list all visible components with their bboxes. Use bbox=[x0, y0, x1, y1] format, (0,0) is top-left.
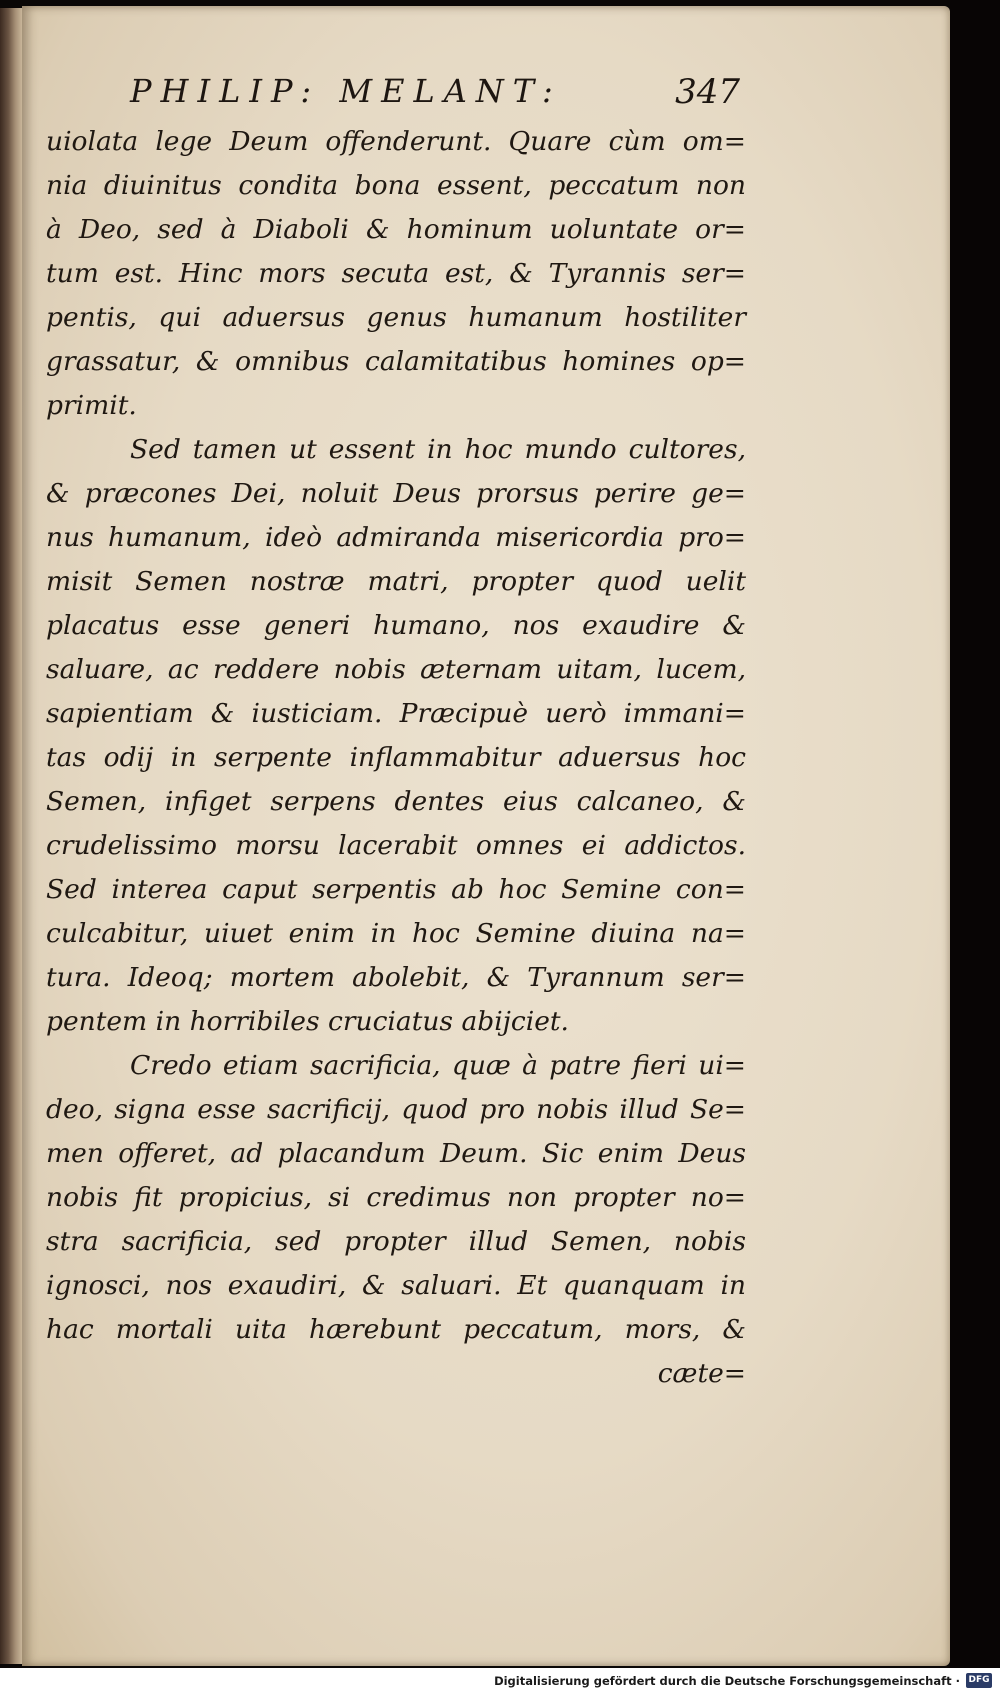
body-text bbox=[46, 120, 746, 1396]
text-line: pentem in horribiles cruciatus abijciet. bbox=[46, 1006, 569, 1037]
text-line: sapientiam & iusticiam. Præcipuè uerò immani= bbox=[46, 698, 746, 729]
text-line: misit Semen nostræ matri, propter quod uelit bbox=[46, 566, 746, 597]
text-line: tas odij in serpente inflammabitur aduersus hoc bbox=[46, 742, 746, 773]
catchword: cæte= bbox=[657, 1358, 746, 1389]
text-line: nia diuinitus condita bona essent, peccatum non bbox=[46, 170, 746, 201]
text-line: pentis, qui aduersus genus humanum hostiliter bbox=[46, 302, 746, 333]
text-line: saluare, ac reddere nobis æternam uitam, lucem, bbox=[46, 654, 746, 685]
text-line: tum est. Hinc mors secuta est, & Tyrannis ser= bbox=[46, 258, 746, 289]
text-line: uiolata lege Deum offenderunt. Quare cùm om= bbox=[46, 126, 746, 157]
text-line: ignosci, nos exaudiri, & saluari. Et quanquam in bbox=[46, 1270, 746, 1301]
text-line: tura. Ideoq; mortem abolebit, & Tyrannum ser= bbox=[46, 962, 746, 993]
text-line: nus humanum, ideò admiranda misericordia pro= bbox=[46, 522, 746, 553]
text-line: Credo etiam sacrificia, quæ à patre fieri ui= bbox=[130, 1050, 746, 1081]
text-line: men offeret, ad placandum Deum. Sic enim Deus bbox=[46, 1138, 746, 1169]
dfg-logo-icon: DFG bbox=[966, 1673, 992, 1688]
text-line: stra sacrificia, sed propter illud Semen, nobis bbox=[46, 1226, 746, 1257]
text-line: placatus esse generi humano, nos exaudire & bbox=[46, 610, 746, 641]
text-line: Semen, infiget serpens dentes eius calcaneo, & bbox=[46, 786, 746, 817]
page-number: 347 bbox=[675, 72, 740, 112]
text-line: primit. bbox=[46, 390, 137, 421]
text-line: crudelissimo morsu lacerabit omnes ei addictos. bbox=[46, 830, 746, 861]
text-line: Sed interea caput serpentis ab hoc Semine con= bbox=[46, 874, 746, 905]
running-head: PHILIP: MELANT: bbox=[130, 72, 562, 110]
digitization-credit: Digitalisierung gefördert durch die Deutsche Forschungsgemeinschaft · bbox=[494, 1674, 960, 1688]
text-line: à Deo, sed à Diaboli & hominum uoluntate or= bbox=[46, 214, 746, 245]
text-line: Sed tamen ut essent in hoc mundo cultores, bbox=[130, 434, 746, 465]
text-line: hac mortali uita hærebunt peccatum, mors, & bbox=[46, 1314, 746, 1345]
text-line: culcabitur, uiuet enim in hoc Semine diuina na= bbox=[46, 918, 746, 949]
scan-right-margin bbox=[950, 0, 1000, 1668]
text-line: deo, signa esse sacrificij, quod pro nobis illud Se= bbox=[46, 1094, 746, 1125]
text-line: nobis fit propicius, si credimus non propter no= bbox=[46, 1182, 746, 1213]
text-line: & præcones Dei, noluit Deus prorsus perire ge= bbox=[46, 478, 746, 509]
text-line: grassatur, & omnibus calamitatibus homines op= bbox=[46, 346, 746, 377]
